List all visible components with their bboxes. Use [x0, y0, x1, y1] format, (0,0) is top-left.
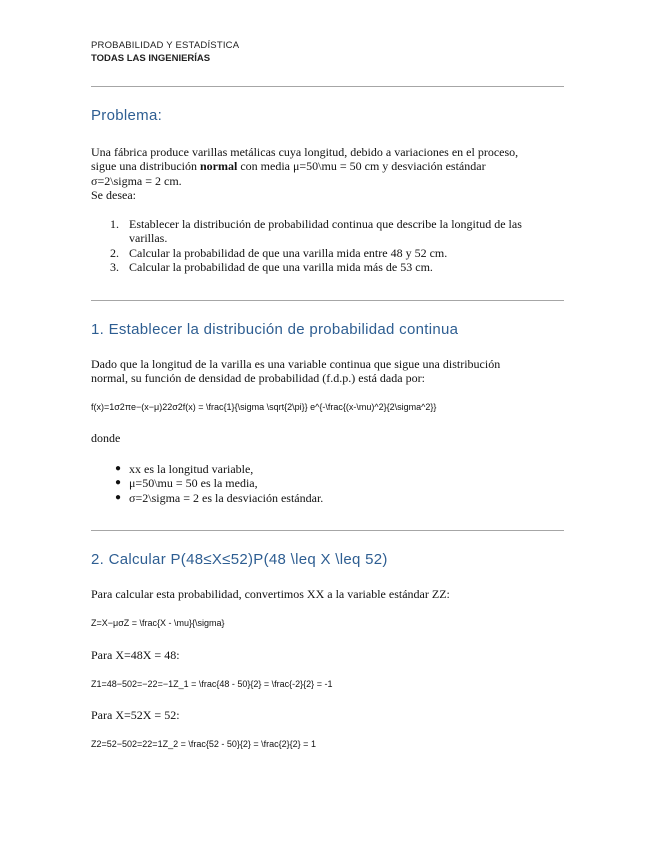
- bullet-icon: ●: [115, 463, 122, 474]
- list-item: [115, 490, 559, 505]
- bullet-text: xx es la longitud variable,: [129, 462, 254, 476]
- divider: [91, 300, 564, 301]
- divider: [91, 530, 564, 531]
- case-48-label: Para X=48X = 48:: [91, 648, 180, 662]
- task-item: [110, 217, 559, 246]
- text-span: sigue una distribución: [91, 159, 200, 174]
- bold-normal: normal: [199, 159, 238, 174]
- task-item: [110, 259, 559, 274]
- section2-heading: 2. Calcular P(48≤X≤52)P(48 \leq X \leq 52): [91, 551, 388, 568]
- section1-paragraph: [91, 357, 561, 386]
- density-formula: f(x)=1σ2πe−(x−μ)22σ2f(x) = \frac{1}{\sigma \sqrt{2\pi}} e^{-\frac{(x-\mu)^2}{2\sigma^2}}: [91, 402, 437, 412]
- problem-line: σ=2\sigma = 2 cm.: [91, 173, 182, 188]
- course-title: PROBABILIDAD Y ESTADÍSTICA: [91, 40, 240, 51]
- z-formula: Z=X−μσZ = \frac{X - \mu}{\sigma}: [91, 618, 225, 628]
- bullet-text: σ=2\sigma = 2 es la desviación estándar.: [129, 490, 324, 505]
- task-text: Establecer la distribución de probabilidad continua que describe la longitud de las: [129, 217, 522, 231]
- bullet-icon: ●: [115, 491, 122, 503]
- audience-title: TODAS LAS INGENIERÍAS: [91, 53, 211, 64]
- text-span: con media μ=50\mu = 50 cm y desviación estándar: [237, 159, 486, 174]
- section1-heading: 1. Establecer la distribución de probabilidad continua: [91, 321, 459, 338]
- bullet-text: μ=50\mu = 50 es la media,: [129, 476, 258, 491]
- variable-list: [115, 462, 559, 505]
- problem-line: [91, 159, 561, 173]
- paragraph-line: Dado que la longitud de la varilla es una variable continua que sigue una distribución: [91, 357, 501, 371]
- task-number: 3.: [110, 259, 119, 274]
- task-item: [110, 245, 559, 260]
- bullet-icon: ●: [115, 477, 122, 489]
- divider: [91, 86, 564, 87]
- problem-statement: [91, 145, 561, 202]
- task-text: Calcular la probabilidad de que una varilla mida entre 48 y 52 cm.: [129, 245, 448, 260]
- list-item: [115, 462, 559, 476]
- section2-paragraph: Para calcular esta probabilidad, convertimos XX a la variable estándar ZZ:: [91, 587, 450, 601]
- problem-line: Una fábrica produce varillas metálicas cuya longitud, debido a variaciones en el proceso,: [91, 145, 519, 159]
- z2-formula: Z2=52−502=22=1Z_2 = \frac{52 - 50}{2} = \frac{2}{2} = 1: [91, 739, 316, 749]
- task-number: 2.: [110, 245, 119, 260]
- task-text: varillas.: [129, 231, 168, 246]
- problem-line: Se desea:: [91, 187, 136, 202]
- z1-formula: Z1=48−502=−22=−1Z_1 = \frac{48 - 50}{2} = \frac{-2}{2} = -1: [91, 679, 333, 689]
- where-label: donde: [91, 431, 121, 445]
- list-item: [115, 476, 559, 491]
- task-list: [110, 217, 559, 274]
- paragraph-line: normal, su función de densidad de probabilidad (f.d.p.) está dada por:: [91, 371, 425, 386]
- case-52-label: Para X=52X = 52:: [91, 708, 180, 722]
- task-text: Calcular la probabilidad de que una varilla mida más de 53 cm.: [129, 259, 433, 274]
- problem-heading: Problema:: [91, 107, 163, 124]
- task-number: 1.: [110, 217, 119, 231]
